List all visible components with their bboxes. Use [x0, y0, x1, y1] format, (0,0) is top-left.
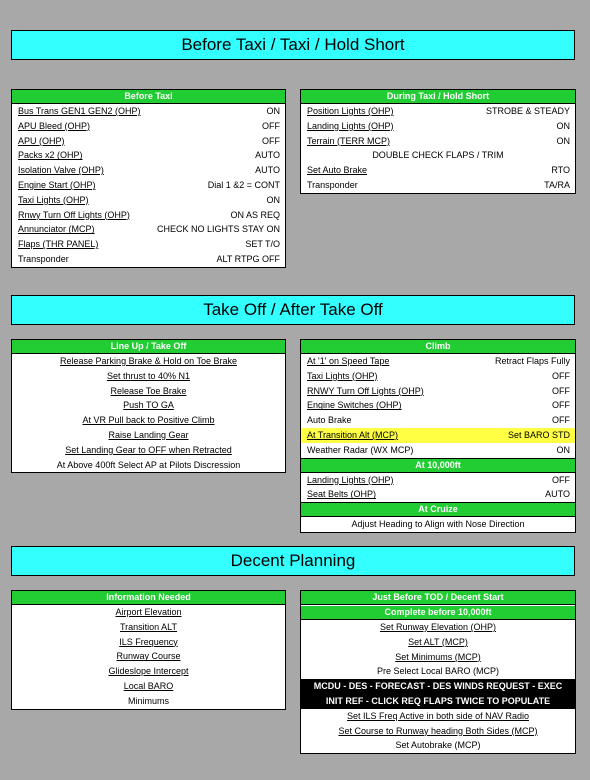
checklist-row — [12, 237, 285, 252]
item-value: STROBE & STEADY — [485, 106, 570, 116]
item-label: At '1' on Speed Tape — [307, 356, 390, 366]
checklist-row — [12, 208, 285, 223]
climb-panel — [300, 339, 576, 533]
item-label: Push TO GA — [123, 400, 174, 411]
item-value: ON — [556, 120, 570, 131]
list-item — [12, 635, 285, 650]
list-item — [301, 664, 575, 679]
item-label: Transponder — [307, 179, 358, 190]
panel-header: During Taxi / Hold Short — [301, 90, 575, 104]
item-label: Landing Lights (OHP) — [307, 474, 394, 485]
checklist-row — [301, 354, 575, 369]
list-item — [301, 738, 575, 753]
section-title: Before Taxi / Taxi / Hold Short — [181, 35, 405, 54]
item-label: Landing Lights (OHP) — [307, 120, 394, 131]
item-label: Bus Trans GEN1 GEN2 (OHP) — [18, 106, 141, 116]
item-label: At Above 400ft Select AP at Pilots Discression — [56, 459, 241, 470]
item-value: OFF — [262, 135, 280, 146]
list-item — [12, 384, 285, 399]
item-label: Runway Course — [116, 651, 181, 662]
list-item — [12, 354, 285, 369]
item-label: ILS Frequency — [119, 636, 178, 647]
checklist-row — [301, 413, 575, 428]
item-value: Dial 1 &2 = CONT — [207, 179, 280, 190]
item-label: APU (OHP) — [18, 135, 65, 146]
list-item — [12, 458, 285, 473]
item-label: Set Minimums (MCP) — [395, 651, 481, 662]
checklist-row — [12, 134, 285, 149]
panel-header: Information Needed — [12, 591, 285, 605]
list-item — [12, 694, 285, 709]
checklist-row — [12, 163, 285, 178]
panel-subheader-10k: At 10,000ft — [301, 458, 575, 473]
cruize-item: Adjust Heading to Align with Nose Direction — [351, 519, 525, 530]
item-value: ON AS REQ — [230, 209, 280, 220]
item-value: ON — [556, 135, 570, 146]
checklist-row — [301, 398, 575, 413]
panel-header: Before Taxi — [12, 90, 285, 104]
item-label: Pre Select Local BARO (MCP) — [376, 666, 500, 677]
item-label: Release Toe Brake — [110, 385, 187, 396]
item-label: Packs x2 (OHP) — [18, 150, 83, 161]
item-label: Isolation Valve (OHP) — [18, 165, 104, 176]
item-label: Set Auto Brake — [307, 165, 368, 176]
checklist-row — [301, 134, 575, 149]
during-taxi-panel — [300, 89, 576, 194]
tod-panel — [300, 590, 576, 754]
item-value: Retract Flaps Fully — [494, 356, 570, 366]
item-label: Raise Landing Gear — [108, 429, 189, 440]
list-item — [12, 428, 285, 443]
checklist-row — [12, 222, 285, 237]
item-label: Transition ALT — [119, 621, 178, 632]
item-label: Minimums — [127, 695, 169, 706]
item-label: MCDU - DES - FORECAST - DES WINDS REQUEST - EXEC — [313, 681, 563, 692]
checklist-row — [301, 104, 575, 119]
item-value: AUTO — [255, 150, 280, 161]
item-value: ON — [266, 194, 280, 205]
item-value: OFF — [552, 370, 570, 381]
item-value: RTO — [551, 165, 570, 176]
checklist-row — [301, 443, 575, 458]
list-item — [301, 709, 575, 724]
item-value: OFF — [552, 385, 570, 396]
checklist-row — [301, 119, 575, 134]
checklist-row — [12, 119, 285, 134]
item-label: INIT REF - CLICK REQ FLAPS TWICE TO POPULATE — [325, 695, 551, 706]
list-item — [12, 649, 285, 664]
checklist-row — [12, 252, 285, 267]
item-label: Taxi Lights (OHP) — [307, 370, 378, 381]
list-item — [301, 620, 575, 635]
checklist-row — [301, 163, 575, 178]
panel-header: Climb — [301, 340, 575, 354]
check-flaps-note: DOUBLE CHECK FLAPS / TRIM — [372, 150, 504, 161]
item-label: Release Parking Brake & Hold on Toe Brake — [60, 356, 237, 366]
item-label: Terrain (TERR MCP) — [307, 135, 391, 146]
item-label: Set ALT (MCP) — [408, 636, 468, 647]
item-value: ALT RTPG OFF — [216, 253, 280, 264]
section-banner-takeoff — [11, 295, 575, 325]
item-label: Position Lights (OHP) — [307, 106, 394, 116]
list-item — [301, 679, 575, 694]
item-label: Auto Brake — [307, 415, 352, 426]
item-label: Seat Belts (OHP) — [307, 489, 377, 500]
item-value: ON — [266, 106, 280, 116]
item-label: RNWY Turn Off Lights (OHP) — [307, 385, 424, 396]
item-label: Weather Radar (WX MCP) — [307, 444, 414, 455]
info-needed-panel — [11, 590, 286, 710]
item-label: Glideslope Intercept — [108, 666, 189, 677]
item-value: ON — [556, 444, 570, 455]
panel-header: Line Up / Take Off — [12, 340, 285, 354]
item-label: Set Landing Gear to OFF when Retracted — [65, 444, 232, 455]
list-item — [12, 679, 285, 694]
item-value: AUTO — [255, 165, 280, 176]
item-value: OFF — [552, 415, 570, 426]
checklist-row — [301, 487, 575, 502]
item-value: Set BARO STD — [507, 429, 570, 440]
checklist-row — [12, 193, 285, 208]
list-item — [301, 650, 575, 665]
list-item — [12, 443, 285, 458]
section-banner-decent — [11, 546, 575, 576]
item-label: Set Course to Runway heading Both Sides (MCP) — [338, 725, 538, 736]
panel-header: Just Before TOD / Decent Start — [301, 591, 575, 605]
item-value: OFF — [262, 120, 280, 131]
item-label: Flaps (THR PANEL) — [18, 239, 99, 250]
list-item — [12, 413, 285, 428]
item-label: Airport Elevation — [115, 607, 182, 617]
section-banner-before-taxi — [11, 30, 575, 60]
item-value: CHECK NO LIGHTS STAY ON — [156, 224, 280, 235]
item-label: At VR Pull back to Positive Climb — [82, 415, 215, 426]
item-label: Rnwy Turn Off Lights (OHP) — [18, 209, 130, 220]
item-value: SET T/O — [245, 239, 280, 250]
item-label: Set Runway Elevation (OHP) — [379, 622, 497, 632]
list-item — [301, 635, 575, 650]
item-value: AUTO — [545, 489, 570, 500]
list-item — [12, 605, 285, 620]
item-label: Transponder — [18, 253, 69, 264]
item-value: OFF — [552, 400, 570, 411]
item-label: Engine Start (OHP) — [18, 179, 96, 190]
list-item — [301, 724, 575, 739]
checklist-row — [12, 148, 285, 163]
section-title: Take Off / After Take Off — [203, 300, 383, 319]
item-label: At Transition Alt (MCP) — [307, 429, 399, 440]
checklist-row — [301, 473, 575, 488]
item-label: Set thrust to 40% N1 — [106, 370, 191, 381]
item-label: Engine Switches (OHP) — [307, 400, 402, 411]
item-label: Local BARO — [123, 680, 174, 691]
before-taxi-panel — [11, 89, 286, 268]
panel-subheader-cruize: At Cruize — [301, 502, 575, 517]
item-label: Set Autobrake (MCP) — [395, 740, 481, 751]
item-label: Annunciator (MCP) — [18, 224, 95, 235]
item-label: Taxi Lights (OHP) — [18, 194, 89, 205]
item-value: OFF — [552, 474, 570, 485]
list-item — [12, 369, 285, 384]
checklist-row — [12, 104, 285, 119]
checklist-row — [301, 384, 575, 399]
item-value: TA/RA — [544, 179, 570, 190]
checklist-row — [12, 178, 285, 193]
checklist-row — [301, 369, 575, 384]
lineup-panel — [11, 339, 286, 473]
list-item — [12, 620, 285, 635]
item-label: Set ILS Freq Active in both side of NAV Radio — [347, 710, 529, 721]
section-title: Decent Planning — [230, 551, 356, 570]
checklist-row — [301, 178, 575, 193]
checklist-row — [301, 428, 575, 443]
list-item — [12, 398, 285, 413]
panel-subheader: Complete before 10,000ft — [301, 605, 575, 620]
list-item — [301, 694, 575, 709]
item-label: APU Bleed (OHP) — [18, 120, 91, 131]
list-item — [12, 664, 285, 679]
